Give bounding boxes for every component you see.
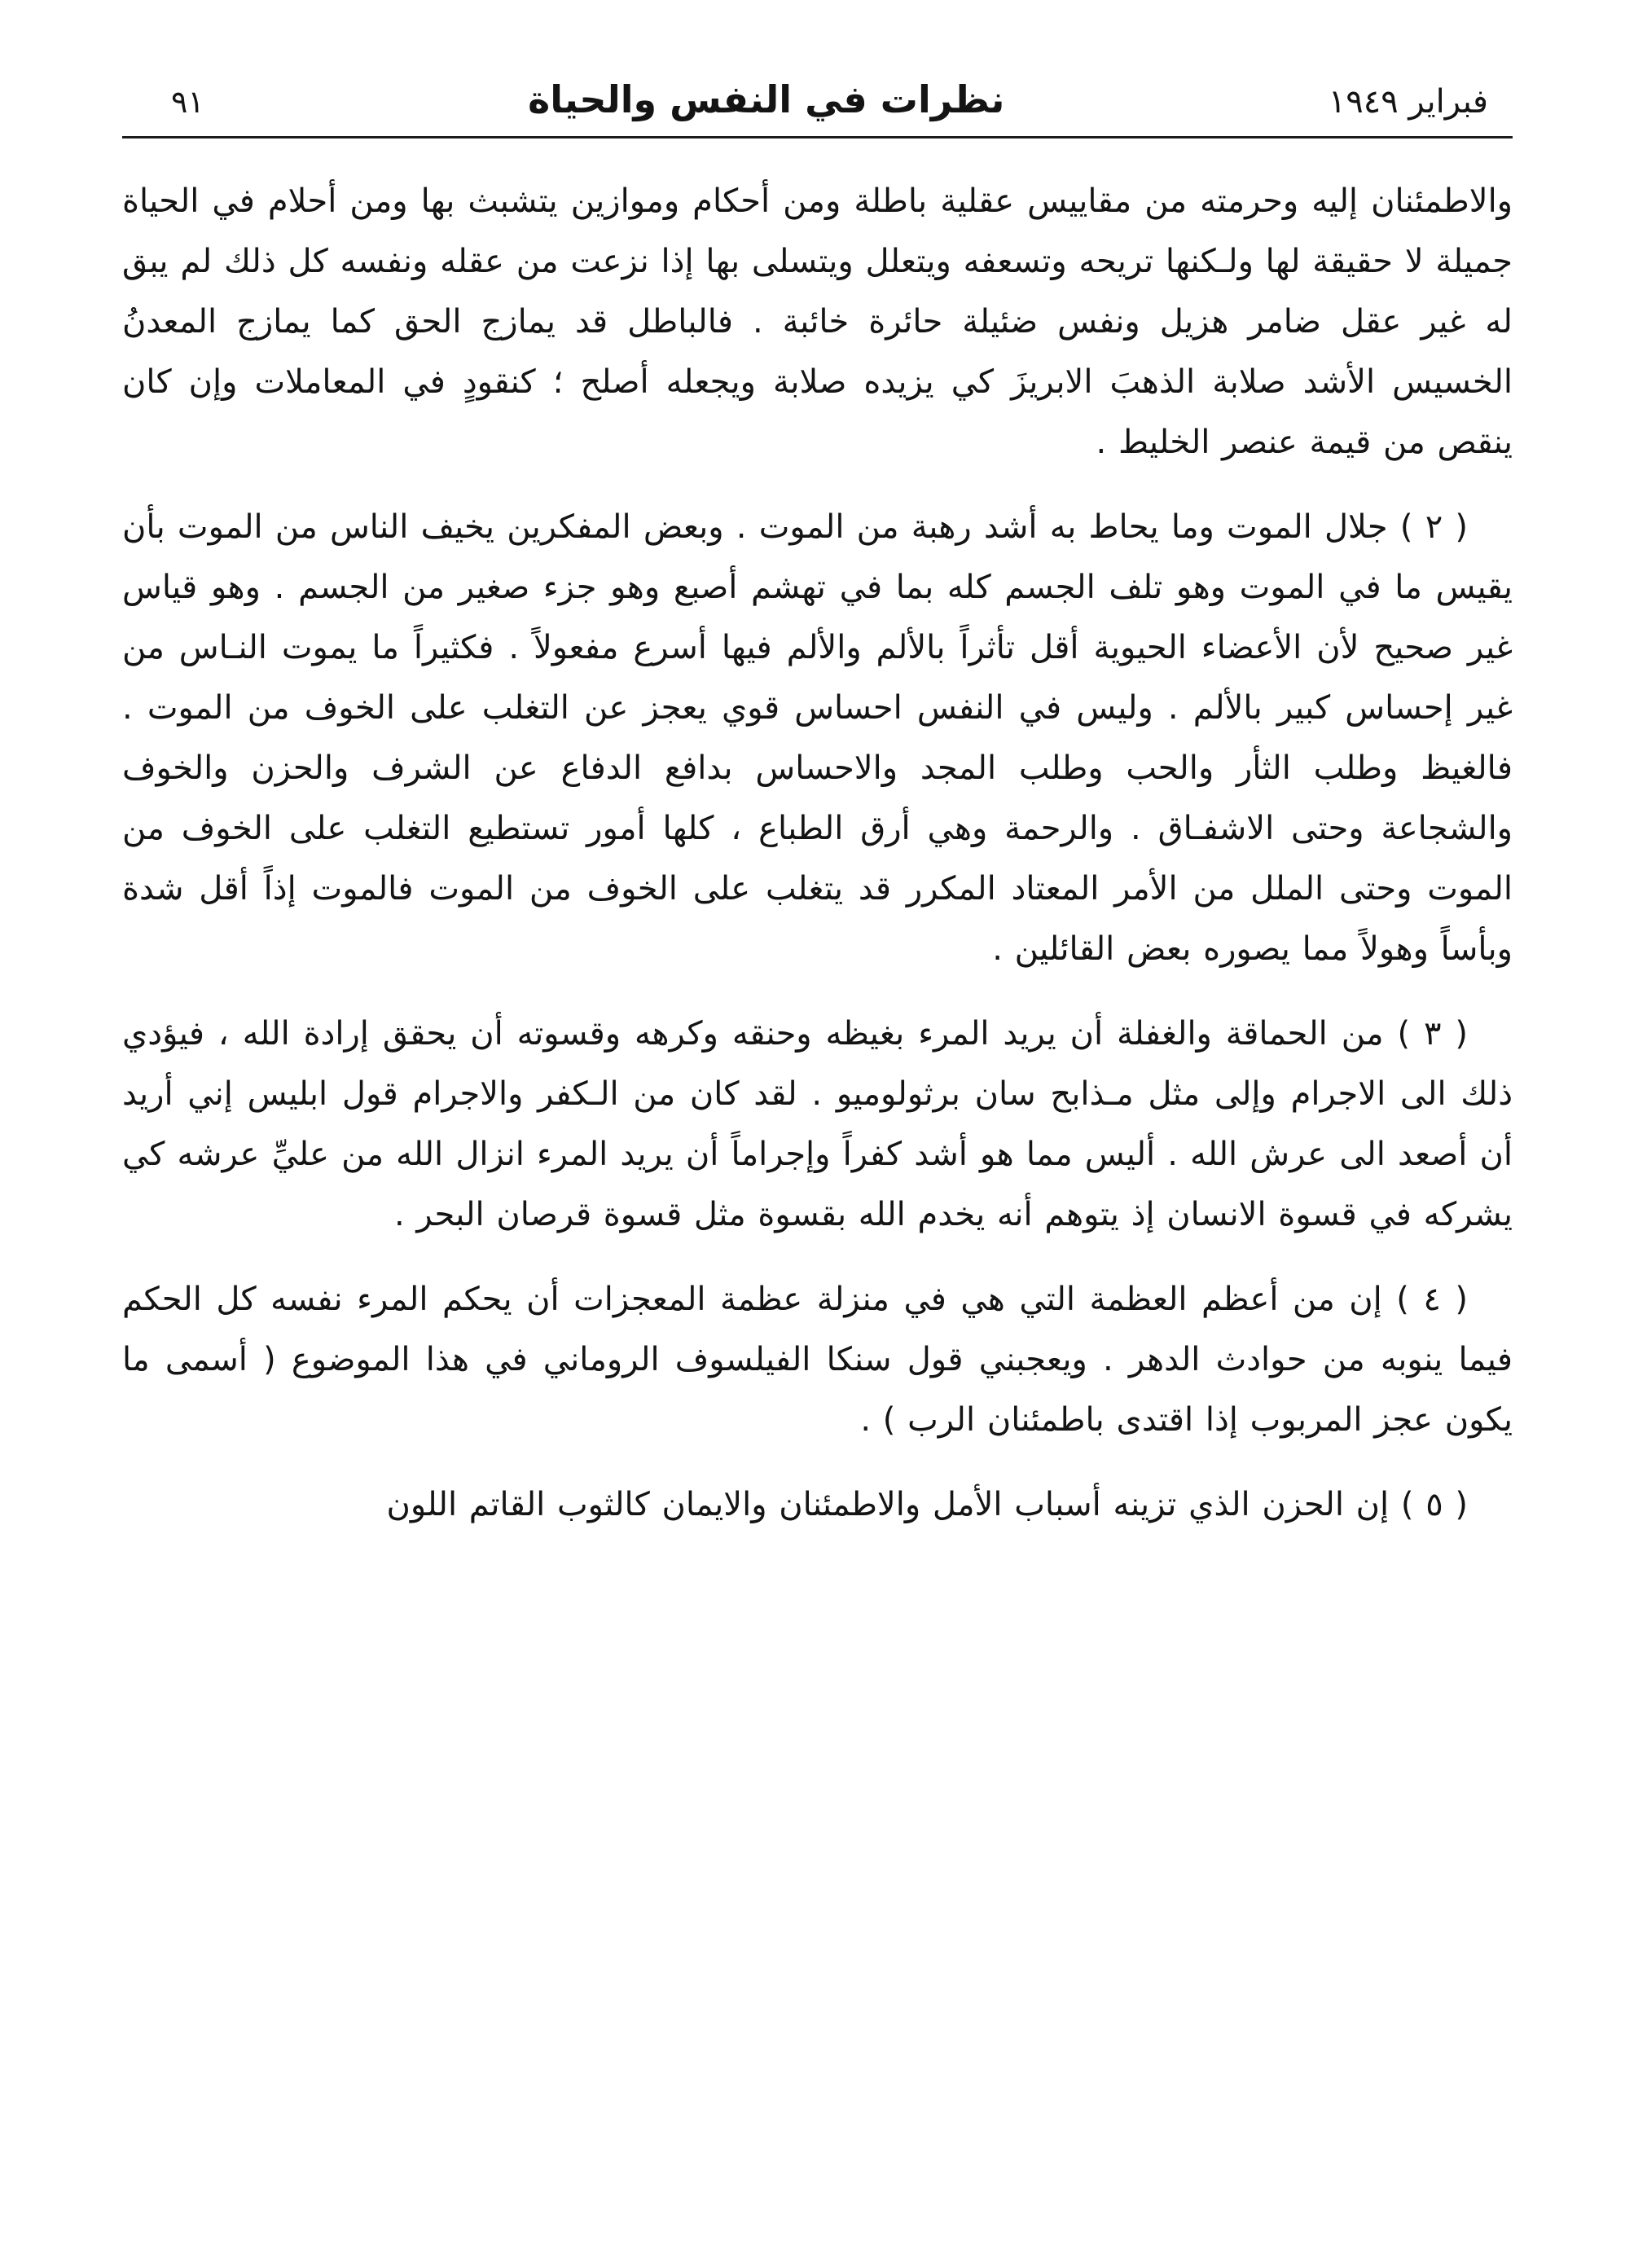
header-divider <box>122 136 1513 138</box>
paragraph-item-5: ( ٥ ) إن الحزن الذي تزينه أسباب الأمل والاطمئنان والايمان كالثوب القاتم اللون <box>386 1486 1468 1523</box>
paragraph-continuation: والاطمئنان إليه وحرمته من مقاييس عقلية باطلة ومن أحكام وموازين يتشبث بها ومن أحلام في الحياة جميلة لا حقيقة لها ولـكنها تريحه وتسعفه ويتعلل ويتسلى بها إذا نزعت من عقله ونفسه كل ذلك لم يبق له غير عقل ضامر هزيل ونفس ضئيلة حائرة خائبة . فالباطل قد يمازج الحق كما يمازج المعدنُ الخسيس الأشد صلابة الذهبَ الابريزَ كي يزيده صلابة ويجعله أصلح ؛ كنقودٍ في المعاملات وإن كان ينقص من قيمة عنصر الخليط . <box>122 182 1513 461</box>
paragraph-item-3: ( ٣ ) من الحماقة والغفلة أن يريد المرء بغيظه وحنقه وكرهه وقسوته أن يحقق إرادة الله ، فيؤدي ذلك الى الاجرام وإلى مثل مـذابح سان برثولوميو . لقد كان من الـكفر والاجرام قول ابليس إني أريد أن أصعد الى عرش الله . أليس مما هو أشد كفراً وإجراماً أن يريد المرء انزال الله من عليِّ عرشه كي يشركه في قسوة الانسان إذ يتوهم أنه يخدم الله بقسوة مثل قسوة قرصان البحر . <box>122 1015 1513 1233</box>
page-title: نظرات في النفس والحياة <box>528 77 1005 121</box>
body-text <box>122 171 1513 1535</box>
paragraph-item-4: ( ٤ ) إن من أعظم العظمة التي هي في منزلة عظمة المعجزات أن يحكم المرء نفسه كل الحكم فيما ينوبه من حوادث الدهر . ويعجبني قول سنكا الفيلسوف الروماني في هذا الموضوع ( أسمى ما يكون عجز المربوب إذا اقتدى باطمئنان الرب ) . <box>122 1281 1513 1439</box>
page-header <box>122 77 1513 136</box>
header-date: فبراير ١٩٤٩ <box>1328 83 1488 121</box>
paragraph-item-2: ( ٢ ) جلال الموت وما يحاط به أشد رهبة من الموت . وبعض المفكرين يخيف الناس من الموت بأن يقيس ما في الموت وهو تلف الجسم كله بما في تهشم أصبع وهو جزء صغير من الجسم . وهو قياس غير صحيح لأن الأعضاء الحيوية أقل تأثراً بالألم والألم فيها أسرع مفعولاً . فكثيراً ما يموت النـاس من غير إحساس كبير بالألم . وليس في النفس احساس قوي يعجز عن التغلب على الخوف من الموت . فالغيظ وطلب الثأر والحب وطلب المجد والاحساس بدافع الدفاع عن الشرف والحزن والخوف والشجاعة وحتى الاشفـاق . والرحمة وهي أرق الطباع ، كلها أمور تستطيع التغلب على الخوف من الموت وحتى الملل من الأمر المعتاد المكرر قد يتغلب على الخوف من الموت فالموت إذاً أقل شدة وبأساً وهولاً مما يصوره بعض القائلين . <box>122 508 1513 968</box>
page-number: ٩١ <box>171 84 204 120</box>
